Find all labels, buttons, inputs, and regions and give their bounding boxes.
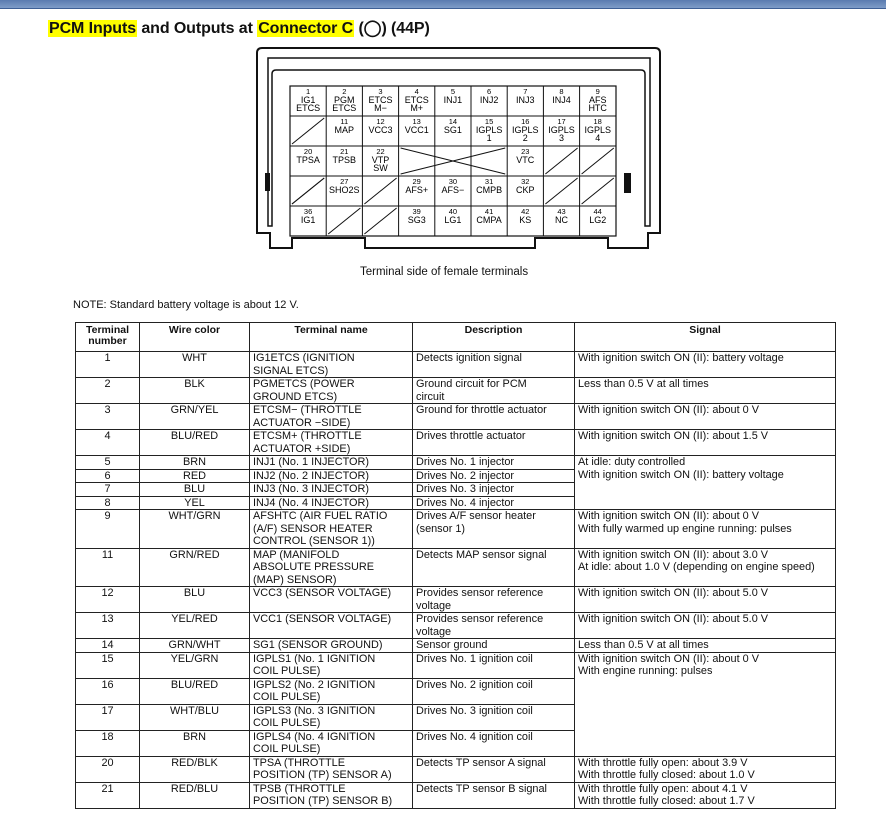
voltage-note: NOTE: Standard battery voltage is about 12 V. xyxy=(73,299,299,311)
description-cell: Detects TP sensor B signal xyxy=(413,782,575,808)
terminal-name-cell: ETCSM+ (THROTTLE ACTUATOR +SIDE) xyxy=(250,430,413,456)
terminal-label: AFS xyxy=(588,95,607,105)
terminal-name-cell: IGPLS2 (No. 2 IGNITION COIL PULSE) xyxy=(250,678,413,704)
terminal-name-cell: SG1 (SENSOR GROUND) xyxy=(250,639,413,653)
terminal-number-cell: 6 xyxy=(76,469,140,483)
table-row xyxy=(76,510,836,549)
terminal-number-cell: 13 xyxy=(76,613,140,639)
terminal-name-cell: PGMETCS (POWER GROUND ETCS) xyxy=(250,378,413,404)
description-cell: Drives No. 2 injector xyxy=(413,469,575,483)
connector-caption: Terminal side of female terminals xyxy=(360,266,529,278)
terminal-label: IGPLS xyxy=(512,125,539,135)
table-row xyxy=(76,456,836,470)
terminal-number: 44 xyxy=(593,207,602,216)
terminal-number-cell: 2 xyxy=(76,378,140,404)
terminal-number: 1 xyxy=(306,87,311,96)
table-row xyxy=(76,404,836,430)
terminal-number: 8 xyxy=(559,87,564,96)
signal-cell: With ignition switch ON (II): about 0 V With engine running: pulses xyxy=(575,652,836,756)
description-cell: Ground for throttle actuator xyxy=(413,404,575,430)
terminal-label: SG1 xyxy=(443,125,462,135)
description-cell: Drives No. 2 ignition coil xyxy=(413,678,575,704)
terminal-name-cell: VCC1 (SENSOR VOLTAGE) xyxy=(250,613,413,639)
terminal-label: TPSA xyxy=(296,155,320,165)
wire-color-cell: YEL/GRN xyxy=(140,652,250,678)
description-cell: Drives No. 1 injector xyxy=(413,456,575,470)
wire-color-cell: RED xyxy=(140,469,250,483)
terminal-label: M+ xyxy=(410,103,424,113)
wire-color-cell: BLU xyxy=(140,483,250,497)
description-cell: Provides sensor reference voltage xyxy=(413,613,575,639)
description-cell: Drives No. 3 ignition coil xyxy=(413,704,575,730)
terminal-number: 40 xyxy=(448,207,458,216)
terminal-number: 7 xyxy=(523,87,528,96)
table-row xyxy=(76,639,836,653)
table-row xyxy=(76,652,836,678)
table-row xyxy=(76,378,836,404)
table-row xyxy=(76,756,836,782)
terminal-number-cell: 8 xyxy=(76,496,140,510)
terminal-number: 4 xyxy=(414,87,419,96)
table-row xyxy=(76,352,836,378)
terminal-label: ETCS xyxy=(368,95,393,105)
terminal-number: 9 xyxy=(595,87,600,96)
signal-cell: With ignition switch ON (II): about 0 V xyxy=(575,404,836,430)
right-lock xyxy=(624,173,631,193)
terminal-number: 5 xyxy=(450,87,455,96)
empty-cell-mark xyxy=(545,148,577,174)
terminal-name-cell: IG1ETCS (IGNITION SIGNAL ETCS) xyxy=(250,352,413,378)
wire-color-cell: GRN/RED xyxy=(140,548,250,587)
table-row xyxy=(76,548,836,587)
terminal-label: HTC xyxy=(588,103,607,113)
wire-color-cell: GRN/WHT xyxy=(140,639,250,653)
terminal-number: 17 xyxy=(557,117,566,126)
terminal-number: 27 xyxy=(340,177,349,186)
description-cell: Drives A/F sensor heater (sensor 1) xyxy=(413,510,575,549)
terminal-number-cell: 16 xyxy=(76,678,140,704)
terminal-number-cell: 20 xyxy=(76,756,140,782)
terminal-name-cell: INJ2 (No. 2 INJECTOR) xyxy=(250,469,413,483)
terminal-number-cell: 21 xyxy=(76,782,140,808)
terminal-number: 12 xyxy=(376,117,385,126)
wire-color-cell: BLK xyxy=(140,378,250,404)
signal-cell: With ignition switch ON (II): about 5.0 V xyxy=(575,587,836,613)
terminal-name-cell: TPSA (THROTTLE POSITION (TP) SENSOR A) xyxy=(250,756,413,782)
terminal-label: INJ4 xyxy=(552,95,571,105)
terminal-label: VTP xyxy=(371,155,390,165)
terminal-number: 13 xyxy=(412,117,421,126)
wire-color-cell: BRN xyxy=(140,456,250,470)
terminal-label: TPSB xyxy=(332,155,357,165)
terminal-number-cell: 7 xyxy=(76,483,140,497)
connector-diagram xyxy=(0,0,886,300)
terminal-label: IGPLS xyxy=(584,125,611,135)
terminal-number: 23 xyxy=(521,147,530,156)
title-suffix: (◯) (44P) xyxy=(354,20,430,37)
terminal-name-cell: TPSB (THROTTLE POSITION (TP) SENSOR B) xyxy=(250,782,413,808)
header-signal: Signal xyxy=(575,323,836,352)
table-row xyxy=(76,782,836,808)
wire-color-cell: BRN xyxy=(140,730,250,756)
terminal-number: 43 xyxy=(557,207,566,216)
terminal-number: 22 xyxy=(376,147,385,156)
title-highlight-connector: Connector C xyxy=(258,20,354,37)
terminal-label: 1 xyxy=(486,133,492,143)
description-cell: Drives No. 4 injector xyxy=(413,496,575,510)
signal-cell: With ignition switch ON (II): battery voltage xyxy=(575,352,836,378)
terminal-label: IG1 xyxy=(300,95,316,105)
wire-color-cell: BLU/RED xyxy=(140,678,250,704)
description-cell: Ground circuit for PCM circuit xyxy=(413,378,575,404)
terminal-name-cell: VCC3 (SENSOR VOLTAGE) xyxy=(250,587,413,613)
terminal-number-cell: 12 xyxy=(76,587,140,613)
terminal-number: 39 xyxy=(412,207,421,216)
terminal-number: 29 xyxy=(412,177,421,186)
terminal-label: AFS− xyxy=(441,185,465,195)
terminal-label: KS xyxy=(519,215,532,225)
empty-cell-mark xyxy=(364,208,396,234)
terminal-label: CMPB xyxy=(476,185,503,195)
wire-color-cell: WHT/BLU xyxy=(140,704,250,730)
terminal-number-cell: 14 xyxy=(76,639,140,653)
signal-cell: Less than 0.5 V at all times xyxy=(575,639,836,653)
connector-inner-wall xyxy=(268,58,650,226)
empty-cell-mark xyxy=(582,148,614,174)
terminal-number: 20 xyxy=(303,147,313,156)
signal-cell: With ignition switch ON (II): about 1.5 V xyxy=(575,430,836,456)
empty-cell-mark xyxy=(545,178,577,204)
terminal-number-cell: 4 xyxy=(76,430,140,456)
wire-color-cell: BLU xyxy=(140,587,250,613)
left-lock xyxy=(265,173,270,191)
signal-cell: With ignition switch ON (II): about 0 V With fully warmed up engine running: pulses xyxy=(575,510,836,549)
description-cell: Provides sensor reference voltage xyxy=(413,587,575,613)
signal-cell: With throttle fully open: about 4.1 V With throttle fully closed: about 1.7 V xyxy=(575,782,836,808)
terminal-number: 14 xyxy=(448,117,458,126)
terminal-label: LG2 xyxy=(589,215,607,225)
description-cell: Drives No. 1 ignition coil xyxy=(413,652,575,678)
terminal-label: IGPLS xyxy=(548,125,575,135)
terminal-label: SW xyxy=(373,163,388,173)
empty-cell-mark xyxy=(364,178,396,204)
wire-color-cell: YEL/RED xyxy=(140,613,250,639)
terminal-label: PGM xyxy=(334,95,355,105)
title-highlight-pcm: PCM Inputs xyxy=(49,20,136,37)
table-row xyxy=(76,613,836,639)
signal-cell: With throttle fully open: about 3.9 V With throttle fully closed: about 1.0 V xyxy=(575,756,836,782)
wire-color-cell: WHT/GRN xyxy=(140,510,250,549)
terminal-label: LG1 xyxy=(444,215,462,225)
terminal-label: ETCS xyxy=(296,103,321,113)
terminal-number: 41 xyxy=(484,207,494,216)
terminal-label: MAP xyxy=(334,125,355,135)
terminal-number: 11 xyxy=(340,117,349,126)
wire-color-cell: RED/BLU xyxy=(140,782,250,808)
table-body xyxy=(76,352,836,809)
terminal-name-cell: AFSHTC (AIR FUEL RATIO (A/F) SENSOR HEATER CONTROL (SENSOR 1)) xyxy=(250,510,413,549)
terminal-label: 4 xyxy=(595,133,601,143)
description-cell: Detects TP sensor A signal xyxy=(413,756,575,782)
terminal-table xyxy=(75,322,836,809)
terminal-name-cell: IGPLS1 (No. 1 IGNITION COIL PULSE) xyxy=(250,652,413,678)
terminal-name-cell: INJ4 (No. 4 INJECTOR) xyxy=(250,496,413,510)
terminal-label: CMPA xyxy=(476,215,502,225)
terminal-number-cell: 3 xyxy=(76,404,140,430)
terminal-name-cell: IGPLS3 (No. 3 IGNITION COIL PULSE) xyxy=(250,704,413,730)
terminal-number: 3 xyxy=(378,87,383,96)
terminal-label: INJ3 xyxy=(516,95,535,105)
terminal-label: INJ1 xyxy=(443,95,463,105)
terminal-label: VTC xyxy=(516,155,535,165)
terminal-number-cell: 1 xyxy=(76,352,140,378)
terminal-label: ETCS xyxy=(332,103,357,113)
terminal-number: 32 xyxy=(521,177,530,186)
description-cell: Drives throttle actuator xyxy=(413,430,575,456)
terminal-label: IGPLS xyxy=(475,125,503,135)
description-cell: Drives No. 4 ignition coil xyxy=(413,730,575,756)
terminal-cells xyxy=(290,86,616,236)
header-terminal-name: Terminal name xyxy=(250,323,413,352)
terminal-name-cell: INJ3 (No. 3 INJECTOR) xyxy=(250,483,413,497)
table-header-row xyxy=(76,323,836,352)
description-cell: Drives No. 3 injector xyxy=(413,483,575,497)
header-description: Description xyxy=(413,323,575,352)
terminal-number: 30 xyxy=(448,177,458,186)
signal-cell: At idle: duty controlled With ignition switch ON (II): battery voltage xyxy=(575,456,836,510)
terminal-number: 2 xyxy=(342,87,347,96)
table-row xyxy=(76,587,836,613)
terminal-label: M− xyxy=(374,103,387,113)
terminal-name-cell: ETCSM− (THROTTLE ACTUATOR −SIDE) xyxy=(250,404,413,430)
terminal-label: SHO2S xyxy=(329,185,360,195)
wire-color-cell: WHT xyxy=(140,352,250,378)
terminal-label: IG1 xyxy=(300,215,316,225)
signal-cell: With ignition switch ON (II): about 5.0 V xyxy=(575,613,836,639)
terminal-number: 15 xyxy=(484,117,494,126)
signal-cell: Less than 0.5 V at all times xyxy=(575,378,836,404)
wire-color-cell: RED/BLK xyxy=(140,756,250,782)
terminal-label: VCC3 xyxy=(368,125,393,135)
terminal-number-cell: 17 xyxy=(76,704,140,730)
empty-cell-mark xyxy=(292,178,324,204)
terminal-label: VCC1 xyxy=(404,125,429,135)
terminal-number-cell: 11 xyxy=(76,548,140,587)
terminal-label: SG3 xyxy=(407,215,426,225)
header-terminal-number: Terminal number xyxy=(76,323,140,352)
terminal-number: 36 xyxy=(303,207,313,216)
terminal-label: CKP xyxy=(516,185,535,195)
wire-color-cell: BLU/RED xyxy=(140,430,250,456)
terminal-number-cell: 18 xyxy=(76,730,140,756)
table-row xyxy=(76,430,836,456)
terminal-label: 3 xyxy=(558,133,565,143)
terminal-number: 31 xyxy=(484,177,494,186)
terminal-name-cell: MAP (MANIFOLD ABSOLUTE PRESSURE (MAP) SENSOR) xyxy=(250,548,413,587)
terminal-label: 2 xyxy=(522,133,528,143)
signal-cell: With ignition switch ON (II): about 3.0 V At idle: about 1.0 V (depending on engine speed) xyxy=(575,548,836,587)
terminal-name-cell: INJ1 (No. 1 INJECTOR) xyxy=(250,456,413,470)
wire-color-cell: YEL xyxy=(140,496,250,510)
terminal-number-cell: 15 xyxy=(76,652,140,678)
description-cell: Detects MAP sensor signal xyxy=(413,548,575,587)
terminal-number-cell: 5 xyxy=(76,456,140,470)
terminal-name-cell: IGPLS4 (No. 4 IGNITION COIL PULSE) xyxy=(250,730,413,756)
terminal-label: AFS+ xyxy=(405,185,429,195)
title-text: and Outputs at xyxy=(137,20,258,37)
terminal-label: NC xyxy=(555,215,568,225)
terminal-number: 42 xyxy=(521,207,530,216)
terminal-label: INJ2 xyxy=(479,95,499,105)
description-cell: Sensor ground xyxy=(413,639,575,653)
empty-cell-mark xyxy=(292,118,324,144)
terminal-number: 18 xyxy=(593,117,602,126)
header-wire-color: Wire color xyxy=(140,323,250,352)
empty-cell-mark xyxy=(582,178,614,204)
terminal-number: 6 xyxy=(487,87,492,96)
terminal-number: 16 xyxy=(521,117,530,126)
wire-color-cell: GRN/YEL xyxy=(140,404,250,430)
empty-cell-mark xyxy=(328,208,360,234)
terminal-number: 21 xyxy=(340,147,349,156)
description-cell: Detects ignition signal xyxy=(413,352,575,378)
terminal-label: ETCS xyxy=(404,95,429,105)
terminal-number-cell: 9 xyxy=(76,510,140,549)
